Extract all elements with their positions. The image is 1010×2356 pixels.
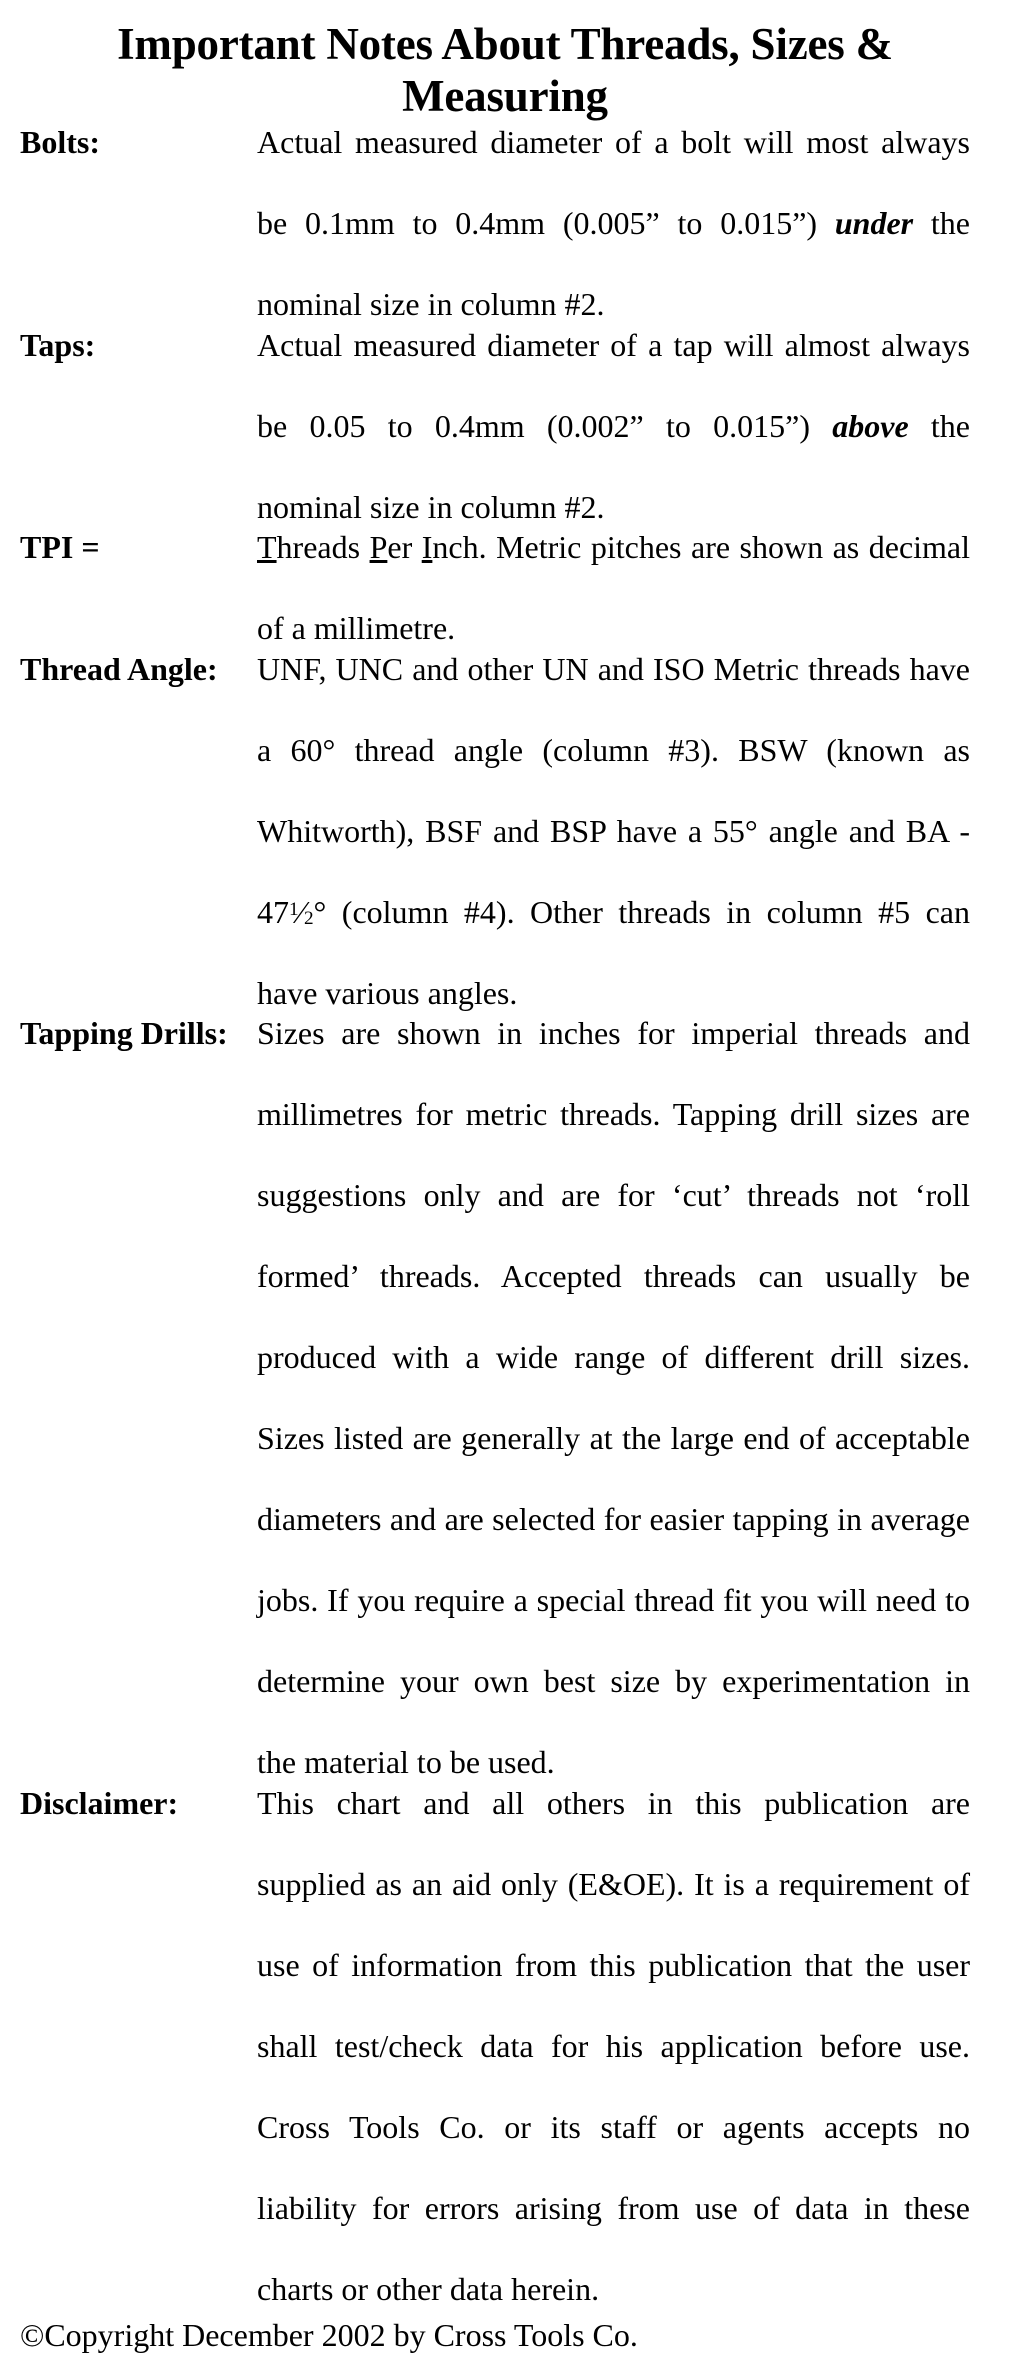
emphasis-text: above <box>832 407 909 444</box>
note-text: liability for errors arising from use of data in these <box>257 2189 970 2226</box>
note-text: charts or other data herein. <box>257 2270 600 2307</box>
note-line <box>257 487 970 528</box>
note-label: Disclaimer: <box>20 1784 179 1821</box>
note-text: be 0.05 to 0.4mm (0.002” to 0.015”) <box>257 407 833 444</box>
underlined-initial: T <box>257 529 277 565</box>
underlined-initial: P <box>369 529 388 565</box>
note-text: ° (column #4). Other threads in column #5 can <box>313 893 970 930</box>
note-line <box>257 2107 970 2188</box>
note-line <box>257 973 970 1014</box>
note-line <box>257 1094 970 1175</box>
note-body <box>257 122 970 325</box>
note-label: Taps: <box>20 326 96 363</box>
underlined-initial: I <box>421 529 433 565</box>
note-text: diameters and are selected for easier tapping in average <box>257 1501 970 1537</box>
note-line <box>257 1175 970 1256</box>
note-line <box>257 730 970 811</box>
note-text: UNF, UNC and other UN and ISO Metric threads have <box>257 650 970 687</box>
note-text: the <box>913 205 971 241</box>
note-text: use of information from this publication that the user <box>257 1946 970 1983</box>
note-text: suggestions only and are for ‘cut’ threads not ‘roll <box>257 1177 970 1213</box>
note-text: of a millimetre. <box>257 610 456 646</box>
note-line <box>257 1013 970 1094</box>
note-line <box>257 527 970 608</box>
note-line <box>257 1783 970 1864</box>
note-text: formed’ threads. Accepted threads can usually be <box>257 1258 970 1294</box>
note-line <box>257 811 970 892</box>
note-row <box>20 122 970 325</box>
note-line <box>257 122 970 203</box>
note-label: TPI = <box>20 529 100 565</box>
note-line <box>257 892 970 973</box>
note-line <box>257 2026 970 2107</box>
note-line <box>257 1580 970 1661</box>
note-text: nominal size in column #2. <box>257 488 605 525</box>
emphasis-text: under <box>834 205 914 241</box>
note-text: Whitworth), BSF and BSP have a 55° angle and BA - <box>257 812 970 849</box>
note-text: the <box>908 407 971 444</box>
note-text: shall test/check data for his application before use. <box>257 2027 970 2064</box>
note-line <box>257 284 970 325</box>
note-row <box>20 649 970 1014</box>
note-row <box>20 527 970 649</box>
note-row <box>20 325 970 528</box>
note-text: Actual measured diameter of a tap will almost always <box>257 326 970 363</box>
copyright-line: ©Copyright December 2002 by Cross Tools Co. <box>20 2317 638 2353</box>
note-body <box>257 325 970 528</box>
note-line <box>257 608 970 649</box>
note-line <box>257 2269 970 2310</box>
note-text: This chart and all others in this publication are <box>257 1784 970 1821</box>
note-line <box>257 1499 970 1580</box>
note-row <box>20 1013 970 1783</box>
note-text: millimetres for metric threads. Tapping drill sizes are <box>257 1096 970 1132</box>
note-text: produced with a wide range of different drill sizes. <box>257 1339 970 1375</box>
note-body <box>257 1783 970 2310</box>
page-title: Important Notes About Threads, Sizes & Measuring <box>117 19 893 121</box>
note-line <box>257 203 970 284</box>
note-line <box>257 1742 970 1783</box>
note-line <box>257 1864 970 1945</box>
notes-list <box>0 122 1010 2309</box>
note-text: hreads <box>276 529 370 565</box>
fraction-half: $^1⁄_2$ <box>289 893 314 930</box>
note-text: Sizes listed are generally at the large end of acceptable <box>257 1420 970 1456</box>
note-line <box>257 1418 970 1499</box>
note-text: Sizes are shown in inches for imperial threads and <box>257 1015 970 1051</box>
note-text: nominal size in column #2. <box>257 286 605 322</box>
note-text: a 60° thread angle (column #3). BSW (known as <box>257 731 970 768</box>
note-label: Thread Angle: <box>20 650 218 687</box>
note-text: have various angles. <box>257 974 518 1011</box>
note-label: Bolts: <box>20 124 100 160</box>
note-text: jobs. If you require a special thread fit you will need to <box>257 1582 970 1618</box>
note-line <box>257 1661 970 1742</box>
note-body <box>257 527 970 649</box>
note-text: nch. Metric pitches are shown as decimal <box>432 529 971 565</box>
note-text: er <box>387 529 422 565</box>
note-text: 47 <box>257 893 289 930</box>
note-line <box>257 2188 970 2269</box>
note-text: Actual measured diameter of a bolt will most always <box>257 124 970 160</box>
note-text: supplied as an aid only (E&OE). It is a requirement of <box>257 1865 970 1902</box>
note-text: be 0.1mm to 0.4mm (0.005” to 0.015”) <box>257 205 835 241</box>
note-text: determine your own best size by experimentation in <box>257 1663 970 1699</box>
note-label: Tapping Drills: <box>20 1015 228 1051</box>
note-body <box>257 1013 970 1783</box>
note-line <box>257 406 970 487</box>
note-line <box>257 325 970 406</box>
note-line <box>257 1945 970 2026</box>
note-row <box>20 1783 970 2310</box>
note-body <box>257 649 970 1014</box>
note-line <box>257 1256 970 1337</box>
note-line <box>257 1337 970 1418</box>
note-text: the material to be used. <box>257 1744 555 1780</box>
note-line <box>257 649 970 730</box>
note-text: Cross Tools Co. or its staff or agents accepts no <box>257 2108 970 2145</box>
